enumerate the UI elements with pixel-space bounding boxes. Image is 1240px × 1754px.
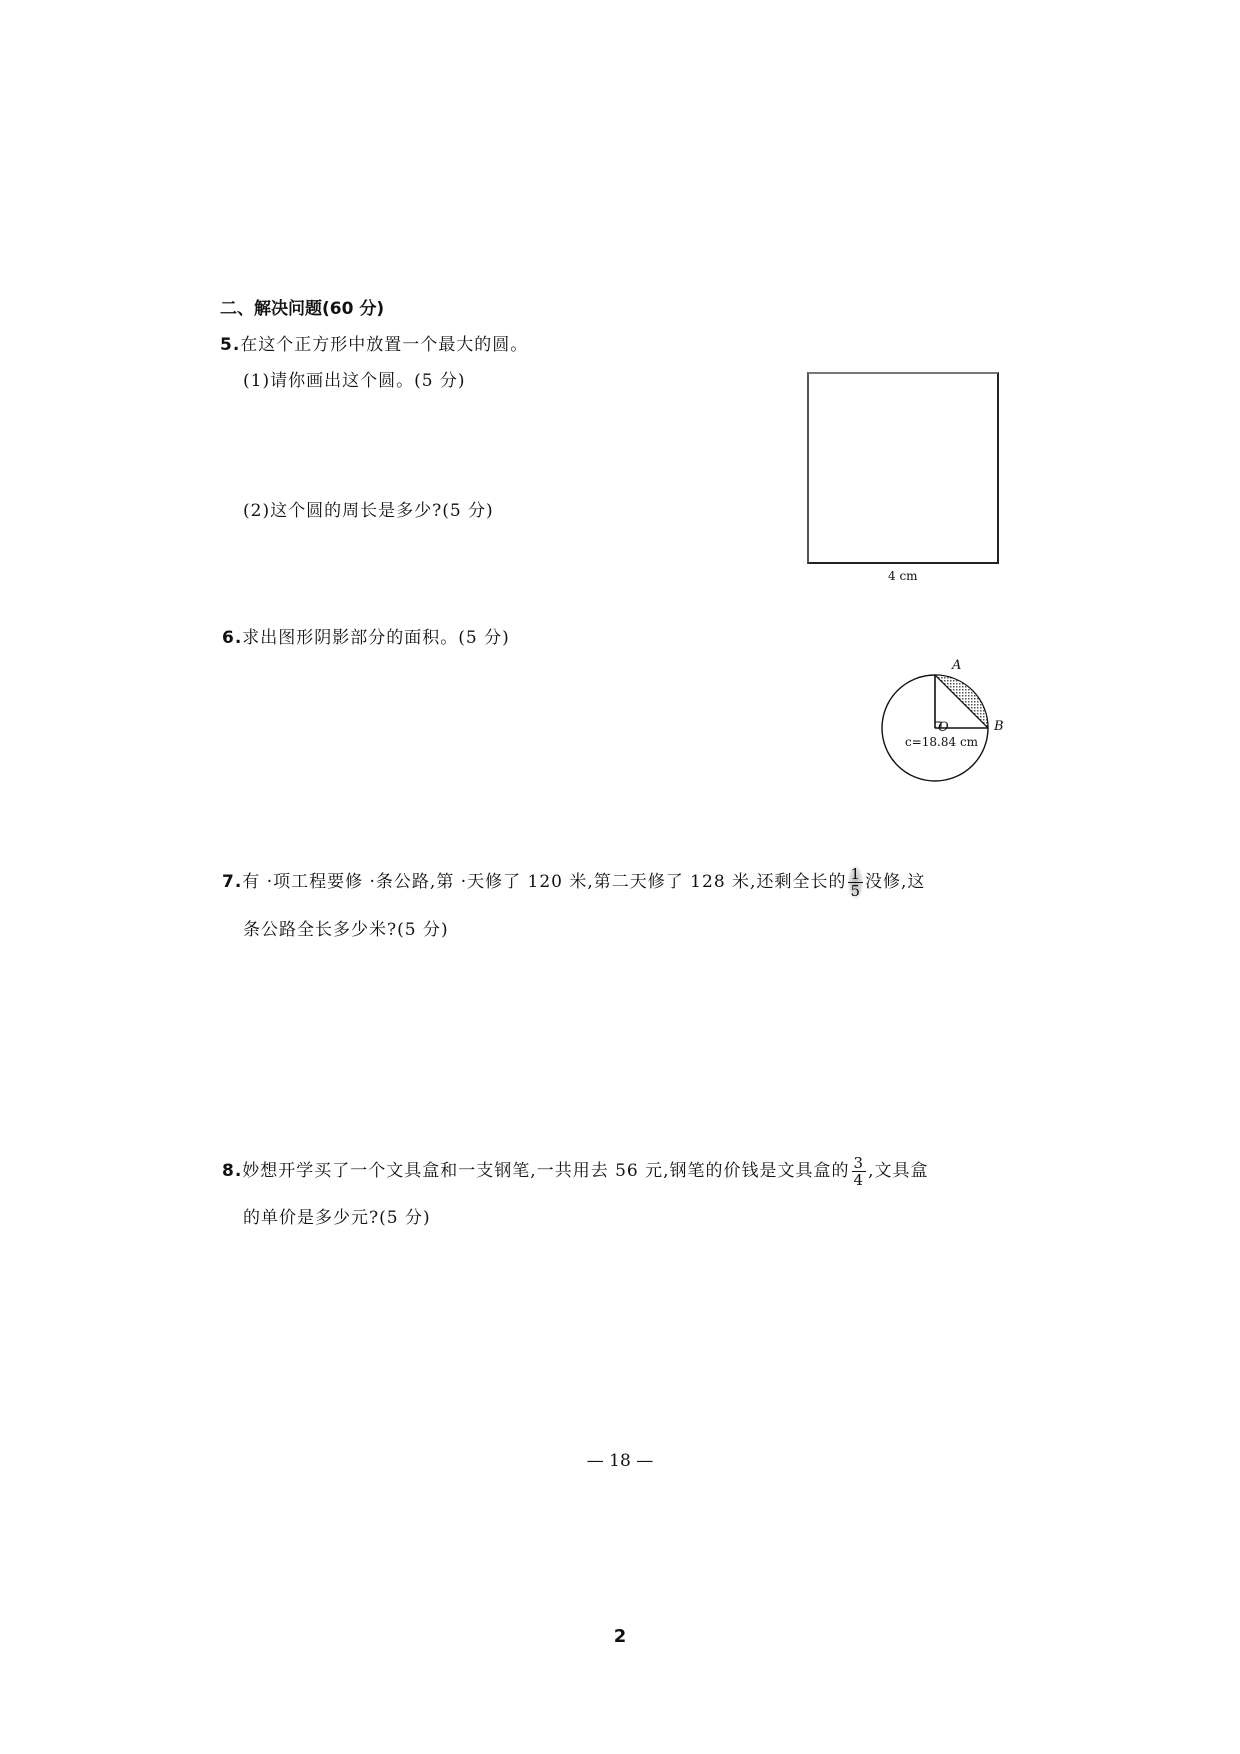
question-text: 求出图形阴影部分的面积。(5 分) [242,628,510,648]
question-text: 在这个正方形中放置一个最大的圆。 [240,335,529,355]
question-7-line-2: 条公路全长多少米?(5 分) [243,920,449,940]
question-5-part-2: (2)这个圆的周长是多少?(5 分) [243,501,494,521]
question-text: 有 ·项工程要修 ·条公路,第 ·天修了 120 米,第二天修了 128 米,还剩全长的 [242,872,847,892]
question-8-line-1 [222,1155,929,1188]
question-number: 8. [222,1161,243,1181]
question-7-line-1 [222,866,925,899]
question-text: 妙想开学买了一个文具盒和一支钢笔,一共用去 56 元,钢笔的价钱是文具盒的 [242,1161,850,1181]
question-6 [222,623,510,648]
point-o-label: O [938,720,949,735]
question-text-tail: 没修,这 [865,872,926,892]
question-text-tail: ,文具盒 [868,1161,929,1181]
question-number: 5. [220,335,241,355]
sheet-number: 2 [613,1626,627,1647]
question-number: 6. [222,628,243,648]
question-5 [220,330,528,355]
page-marker: — 18 — [586,1451,654,1471]
question-5-part-1: (1)请你画出这个圆。(5 分) [243,371,466,391]
square-side-label: 4 cm [888,569,918,583]
section-heading: 二、解决问题(60 分) [220,299,385,319]
point-a-label: A [952,658,962,673]
circumference-label: c=18.84 cm [905,735,979,749]
fraction-one-fifth: $\frac{1}{5}$ [850,865,861,900]
question-8-line-2: 的单价是多少元?(5 分) [243,1208,431,1228]
square-figure [807,372,999,564]
fraction-three-quarters: $\frac{3}{4}$ [853,1154,865,1189]
point-b-label: B [994,719,1004,734]
question-number: 7. [222,872,243,892]
